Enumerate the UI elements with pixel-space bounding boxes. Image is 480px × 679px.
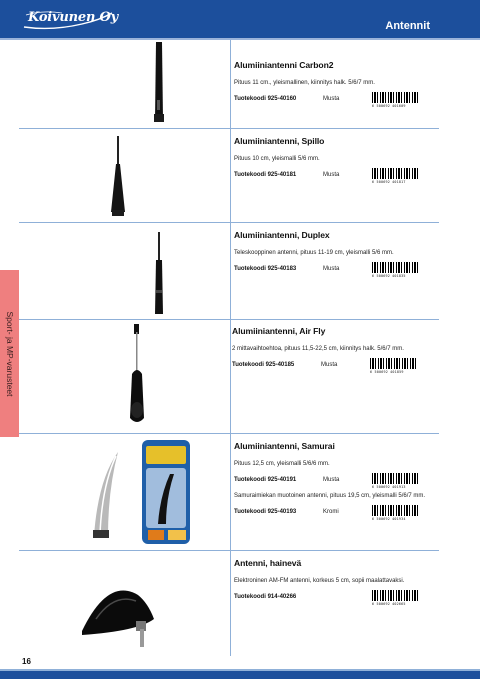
barcode — [372, 92, 424, 110]
product-color: Musta — [323, 477, 340, 483]
product-color: Musta — [323, 172, 340, 178]
product-code: Tuotekoodi 925-40191 — [234, 477, 297, 483]
barcode — [372, 262, 424, 280]
header-rule — [0, 38, 480, 40]
product-title: Alumiiniantenni Carbon2 — [234, 60, 334, 70]
product-duplex — [234, 230, 439, 282]
product-color: Musta — [323, 266, 340, 272]
product-color: Musta — [321, 362, 338, 368]
brand-name: Koivunen Oy — [28, 10, 119, 25]
barcode-number: 6 500692 401913 — [372, 485, 406, 489]
spillo-antenna-image — [108, 134, 128, 218]
product-description: Pituus 11 cm., yleismallinen, kiinnitys halk. 5/6/7 mm. — [234, 80, 375, 86]
product-code-line — [234, 477, 439, 493]
category-title: Antennit — [385, 20, 430, 32]
product-code: Tuotekoodi 925-40160 — [234, 96, 297, 102]
barcode — [372, 473, 424, 491]
row-separator — [19, 222, 439, 223]
product-color: Kromi — [323, 509, 339, 515]
section-side-tab — [0, 270, 19, 437]
barcode-number: 6 500692 401817 — [372, 180, 406, 184]
product-description: Elektroninen AM-FM antenni, korkeus 5 cm, sopii maalattavaksi. — [234, 578, 405, 584]
product-code: Tuotekoodi 925-40183 — [234, 266, 297, 272]
product-description: Pituus 12,5 cm, yleismalli 5/6/6 mm. — [234, 461, 330, 467]
product-title: Alumiiniantenni, Samurai — [234, 441, 335, 451]
section-side-tab-label: Sport- ja MP-varusteet — [4, 310, 15, 397]
product-title: Antenni, hainevä — [234, 558, 302, 568]
row-separator — [19, 319, 439, 320]
product-description: 2 mittavaihtoehtoa, pituus 11,5-22,5 cm, kiinnitys halk. 5/6/7 mm. — [232, 346, 404, 352]
row-separator — [19, 433, 439, 434]
product-description-variant: Samuraimiekan muotoinen antenni, pituus 19,5 cm, yleismalli 5/6/7 mm. — [234, 493, 426, 499]
product-code: Tuotekoodi 925-40181 — [234, 172, 297, 178]
product-code-line — [234, 172, 439, 188]
airfly-antenna-image — [124, 322, 154, 428]
product-code-line — [234, 594, 439, 610]
product-airfly — [232, 326, 437, 378]
barcode-bars — [372, 473, 420, 484]
barcode-bars — [370, 358, 418, 369]
product-shark-fin — [234, 558, 439, 610]
page-header — [0, 0, 480, 38]
product-code-line-variant — [234, 509, 439, 525]
duplex-antenna-image — [150, 230, 168, 318]
row-separator — [19, 128, 439, 129]
product-title: Alumiiniantenni, Duplex — [234, 230, 330, 240]
product-code: Tuotekoodi 925-40185 — [232, 362, 295, 368]
footer-stripe — [0, 669, 480, 671]
samurai-retail-package-image — [140, 438, 192, 546]
product-spillo — [234, 136, 439, 188]
barcode — [372, 505, 424, 523]
product-code-line — [234, 96, 439, 112]
product-samurai — [234, 441, 439, 525]
product-code: Tuotekoodi 925-40193 — [234, 509, 297, 515]
row-separator — [19, 550, 439, 551]
product-carbon2 — [234, 60, 439, 112]
product-code-line — [234, 266, 439, 282]
barcode-bars — [372, 590, 420, 601]
barcode-number: 6 500692 401835 — [372, 274, 406, 278]
barcode-number: 6 500692 401609 — [372, 104, 406, 108]
barcode-bars — [372, 505, 420, 516]
samurai-chrome-antenna-image — [88, 450, 122, 540]
product-code: Tuotekoodi 914-40266 — [234, 594, 297, 600]
barcode-number: 6 500692 401859 — [370, 370, 404, 374]
product-code-line — [232, 362, 437, 378]
shark-fin-antenna-image — [78, 575, 160, 653]
barcode-bars — [372, 92, 420, 103]
barcode — [370, 358, 422, 376]
product-color: Musta — [323, 96, 340, 102]
product-description: Pituus 10 cm, yleismalli 5/6 mm. — [234, 156, 320, 162]
barcode-bars — [372, 168, 420, 179]
product-description: Teleskooppinen antenni, pituus 11-19 cm, yleismalli 5/6 mm. — [234, 250, 394, 256]
page-number: 16 — [22, 657, 31, 666]
column-divider — [230, 40, 231, 656]
barcode — [372, 590, 424, 608]
barcode — [372, 168, 424, 186]
barcode-bars — [372, 262, 420, 273]
product-title: Alumiiniantenni, Air Fly — [232, 326, 326, 336]
barcode-number: 6 500692 401934 — [372, 517, 406, 521]
carbon2-antenna-image — [148, 40, 170, 124]
barcode-number: 6 500692 402665 — [372, 602, 406, 606]
page-footer-bar — [0, 669, 480, 679]
product-title: Alumiiniantenni, Spillo — [234, 136, 325, 146]
